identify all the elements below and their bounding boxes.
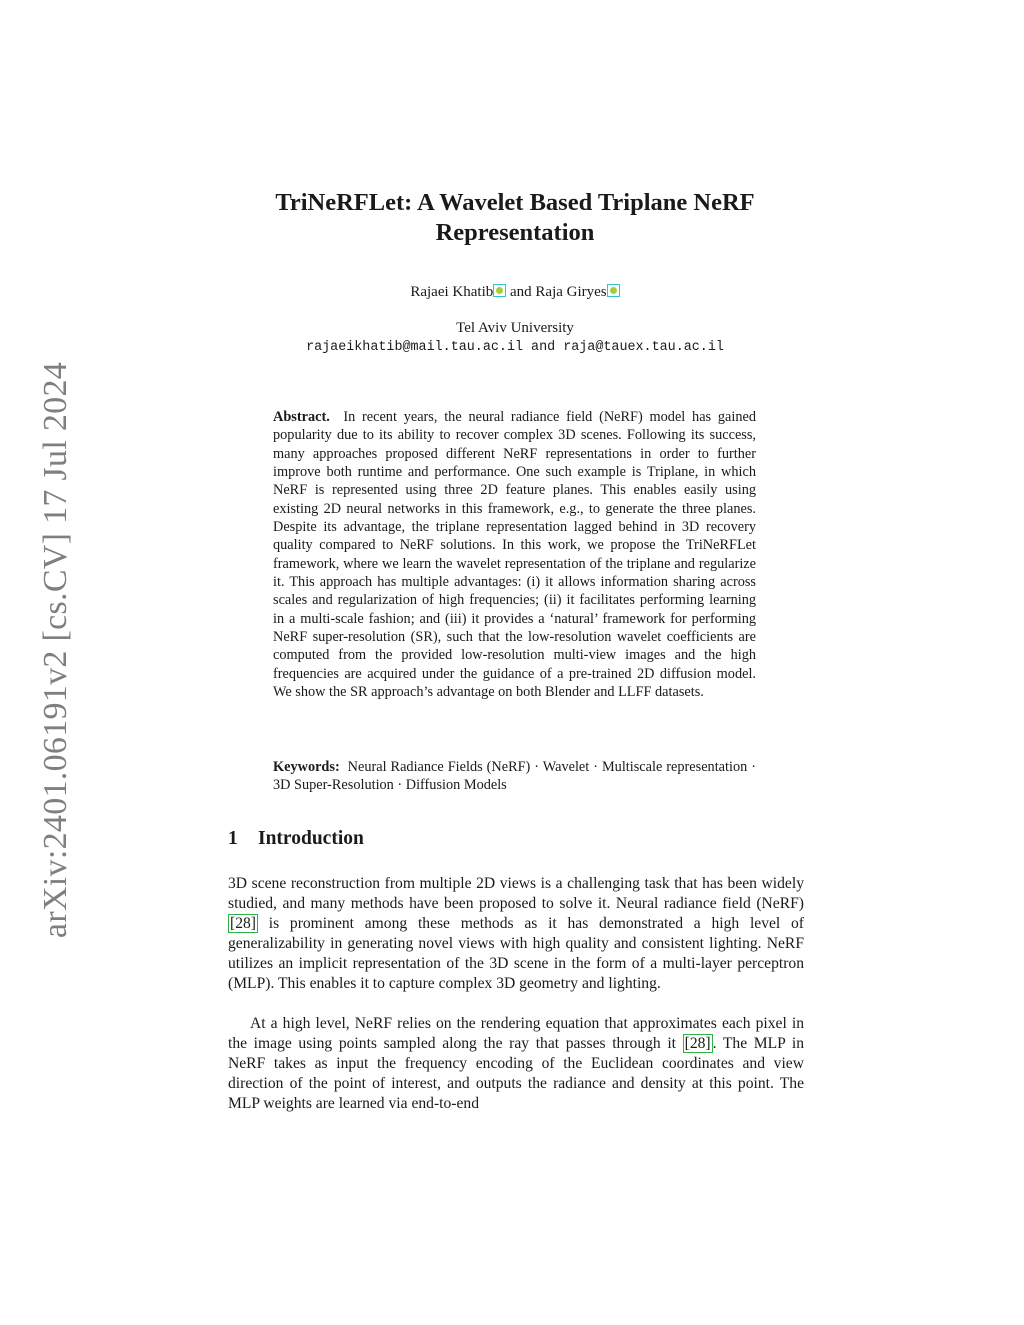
- author-connector: and: [506, 284, 536, 300]
- abstract-text: In recent years, the neural radiance field (NeRF) model has gained popularity due to its ability to recover complex 3D scenes. Following its success, many approaches proposed different NeRF representations in order to further improve both runtime and performance. One such example is Triplane, in which NeRF is represented using three 2D feature planes. This enables easily using existing 2D neural networks in this framework, e.g., to generate the three planes. Despite its advantage, the triplane representation lagged behind in 3D recovery quality compared to NeRF solutions. In this work, we propose the TriNeRFLet framework, where we learn the wavelet representation of the triplane and regularize it. This approach has multiple advantages: (i) it allows information sharing across scales and regularization of high frequencies; (ii) it facilitates performing learning in a multi-scale fashion; and (iii) it provides a ‘natural’ framework for performing NeRF super-resolution (SR), such that the low-resolution wavelet coefficients are computed from the provided low-resolution multi-view images and the high frequencies are acquired under the guidance of a pre-trained 2D diffusion model. We show the SR approach’s advantage on both Blender and LLFF datasets.: [273, 409, 756, 701]
- section-number: 1: [228, 828, 238, 849]
- body-paragraph: [228, 874, 804, 993]
- author-name: Raja Giryes: [535, 284, 607, 300]
- arxiv-id-text: arXiv:2401.06191v2 [cs.CV] 17 Jul 2024: [37, 361, 74, 939]
- paper-title: TriNeRFLet: A Wavelet Based Triplane NeRF Representation: [275, 189, 755, 246]
- abstract: [273, 408, 756, 702]
- keywords-text: Neural Radiance Fields (NeRF) · Wavelet · Multiscale representation · 3D Super-Resolution · Diffusion Models: [273, 759, 756, 794]
- orcid-icon[interactable]: [493, 284, 506, 297]
- section-title: Introduction: [258, 828, 364, 849]
- keywords: [273, 758, 756, 795]
- paragraph-text: At a high level, NeRF relies on the rendering equation that approximates each pixel in the image using points sampled along the ray that passes through it: [228, 1015, 804, 1052]
- orcid-icon[interactable]: [607, 284, 620, 297]
- paragraph-text: 3D scene reconstruction from multiple 2D views is a challenging task that has been widely studied, and many methods have been proposed to solve it. Neural radiance field (NeRF): [228, 875, 804, 912]
- citation-link[interactable]: [28]: [684, 1034, 711, 1052]
- body-paragraph: [228, 1014, 804, 1114]
- author-emails: rajaeikhatib@mail.tau.ac.il and raja@tauex.tau.ac.il: [306, 340, 724, 355]
- paragraph-text: is prominent among these methods as it has demonstrated a high level of generalizability in generating novel views with high quality and consistent lighting. NeRF utilizes an implicit representation of the 3D scene in the form of a multi-layer perceptron (MLP). This enables it to capture complex 3D geometry and lighting.: [228, 914, 804, 992]
- affiliation: Tel Aviv University: [456, 320, 574, 336]
- paragraph-text: . The MLP in NeRF takes as input the frequency encoding of the Euclidean coordinates and view direction of the point of interest, and outputs the radiance and density at this point. The MLP weights are learned via end-to-end: [228, 1034, 804, 1112]
- section-heading: [228, 828, 364, 850]
- keywords-label: Keywords:: [273, 759, 340, 775]
- citation-link[interactable]: [28]: [230, 914, 256, 932]
- abstract-label: Abstract.: [273, 409, 330, 425]
- author-name: Rajaei Khatib: [410, 284, 494, 300]
- author-line: [228, 284, 802, 301]
